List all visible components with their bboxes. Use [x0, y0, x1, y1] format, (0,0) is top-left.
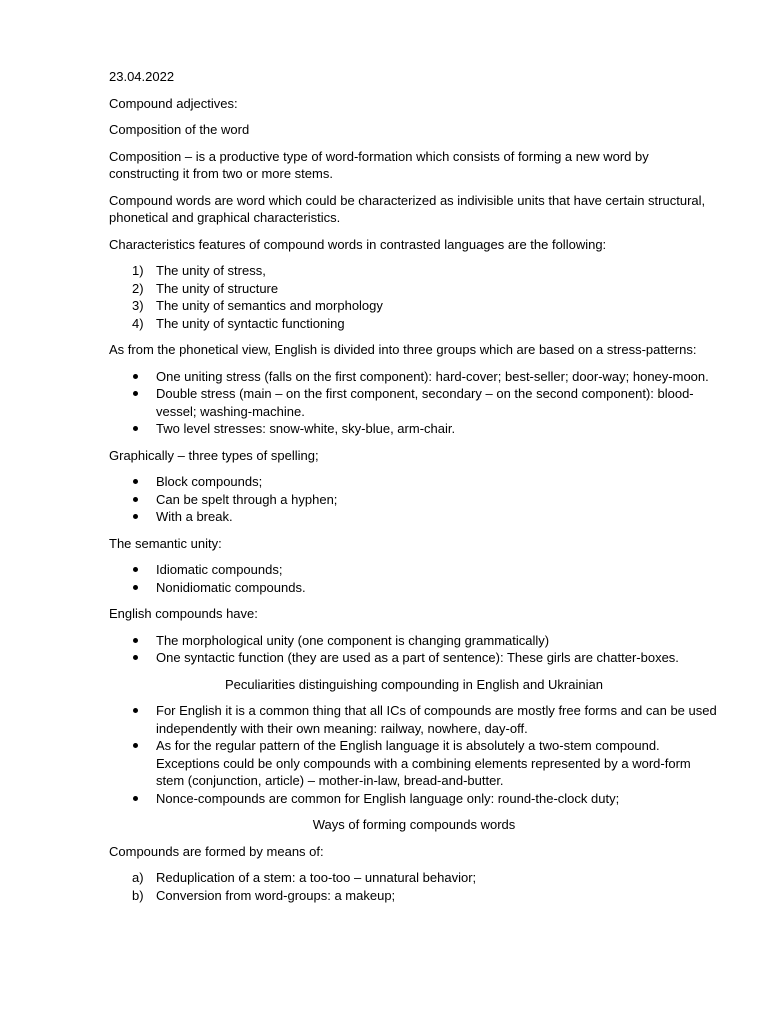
bullet-icon: [133, 497, 138, 502]
paragraph-compound-words: Compound words are word which could be characterized as indivisible units that have certain structural, phonetical and graphical characteristics.: [109, 192, 706, 225]
heading-peculiarities: Peculiarities distinguishing compounding in English and Ukrainian: [225, 676, 603, 692]
list-item-text: Double stress (main – on the first component, secondary – on the second component): blood-vessel; washing-machine.: [156, 386, 694, 419]
list-item: [109, 632, 719, 650]
list-marker: a): [132, 870, 144, 885]
list-item: [109, 579, 719, 597]
list-marker: 2): [132, 280, 144, 296]
list-item: [109, 297, 719, 315]
list-marker: 1): [132, 263, 144, 278]
list-item-text: Two level stresses: snow-white, sky-blue, arm-chair.: [156, 421, 456, 436]
heading-compound-adjectives: Compound adjectives:: [109, 95, 238, 111]
list-item: [109, 262, 719, 280]
list-item: [109, 280, 719, 298]
heading-ways: Ways of forming compounds words: [312, 817, 516, 832]
list-item: [109, 385, 719, 420]
bullet-icon: [133, 655, 138, 660]
bullet-icon: [133, 426, 138, 431]
list-marker: 3): [132, 298, 144, 313]
unity-list: [109, 262, 719, 332]
list-item: [109, 473, 719, 491]
bullet-icon: [133, 514, 138, 519]
list-item-text: The morphological unity (one component is changing grammatically): [156, 632, 550, 648]
document-body: [109, 68, 719, 913]
list-item-text: One uniting stress (falls on the first component): hard-cover; best-seller; door-way; honey-moon.: [156, 368, 709, 384]
list-item: [109, 508, 719, 526]
list-item-text: As for the regular pattern of the English language it is absolutely a two-stem compound. Exceptions could be only compounds with a combining elements represented by a word-form stem (conjunction, article) – mother-in-law, bread-and-butter.: [156, 738, 691, 788]
list-item: [109, 649, 719, 667]
list-marker: 4): [132, 315, 144, 331]
paragraph-characteristics: Characteristics features of compound words in contrasted languages are the following:: [109, 236, 607, 252]
bullet-icon: [133, 796, 138, 801]
list-item-text: With a break.: [156, 509, 233, 524]
bullet-icon: [133, 638, 138, 643]
list-item-text: Reduplication of a stem: a too-too – unnatural behavior;: [156, 870, 477, 885]
list-item: [109, 869, 719, 887]
list-item-text: One syntactic function (they are used as a part of sentence): These girls are chatter-boxes.: [156, 650, 679, 665]
paragraph-phonetical: As from the phonetical view, English is divided into three groups which are based on a stress-patterns:: [109, 342, 697, 357]
bullet-icon: [133, 567, 138, 572]
list-marker: b): [132, 887, 144, 903]
list-item: [109, 315, 719, 333]
ways-list: [109, 869, 719, 904]
spelling-list: [109, 473, 719, 526]
list-item-text: Idiomatic compounds;: [156, 562, 283, 577]
list-item-text: The unity of semantics and morphology: [156, 298, 383, 313]
list-item: [109, 368, 719, 386]
paragraph-semantic-unity: The semantic unity:: [109, 535, 222, 551]
list-item-text: Block compounds;: [156, 474, 263, 489]
heading-composition: Composition of the word: [109, 122, 250, 137]
peculiarities-list: [109, 702, 719, 807]
bullet-icon: [133, 374, 138, 379]
bullet-icon: [133, 479, 138, 484]
list-item-text: Nonidiomatic compounds.: [156, 579, 306, 595]
list-item-text: The unity of structure: [156, 280, 279, 296]
list-item: [109, 702, 719, 737]
date-line: 23.04.2022: [109, 69, 175, 84]
bullet-icon: [133, 743, 138, 748]
paragraph-english-compounds: English compounds have:: [109, 606, 258, 621]
list-item: [109, 561, 719, 579]
list-item: [109, 887, 719, 905]
list-item-text: Conversion from word-groups: a makeup;: [156, 887, 396, 903]
bullet-icon: [133, 391, 138, 396]
bullet-icon: [133, 708, 138, 713]
bullet-icon: [133, 585, 138, 590]
paragraph-graphically: Graphically – three types of spelling;: [109, 447, 319, 463]
paragraph-formed-by: Compounds are formed by means of:: [109, 843, 324, 859]
list-item: [109, 420, 719, 438]
semantic-list: [109, 561, 719, 596]
stress-list: [109, 368, 719, 438]
english-list: [109, 632, 719, 667]
list-item-text: The unity of stress,: [156, 263, 266, 278]
list-item-text: Nonce-compounds are common for English language only: round-the-clock duty;: [156, 790, 620, 806]
paragraph-composition-definition: Composition – is a productive type of word-formation which consists of forming a new word by constructing it from two or more stems.: [109, 148, 649, 181]
list-item-text: The unity of syntactic functioning: [156, 315, 345, 331]
list-item: [109, 790, 719, 808]
list-item: [109, 491, 719, 509]
list-item-text: For English it is a common thing that all ICs of compounds are mostly free forms and can be used independently with their own meaning: railway, nowhere, day-off.: [156, 703, 717, 736]
list-item-text: Can be spelt through a hyphen;: [156, 491, 338, 507]
list-item: [109, 737, 719, 790]
